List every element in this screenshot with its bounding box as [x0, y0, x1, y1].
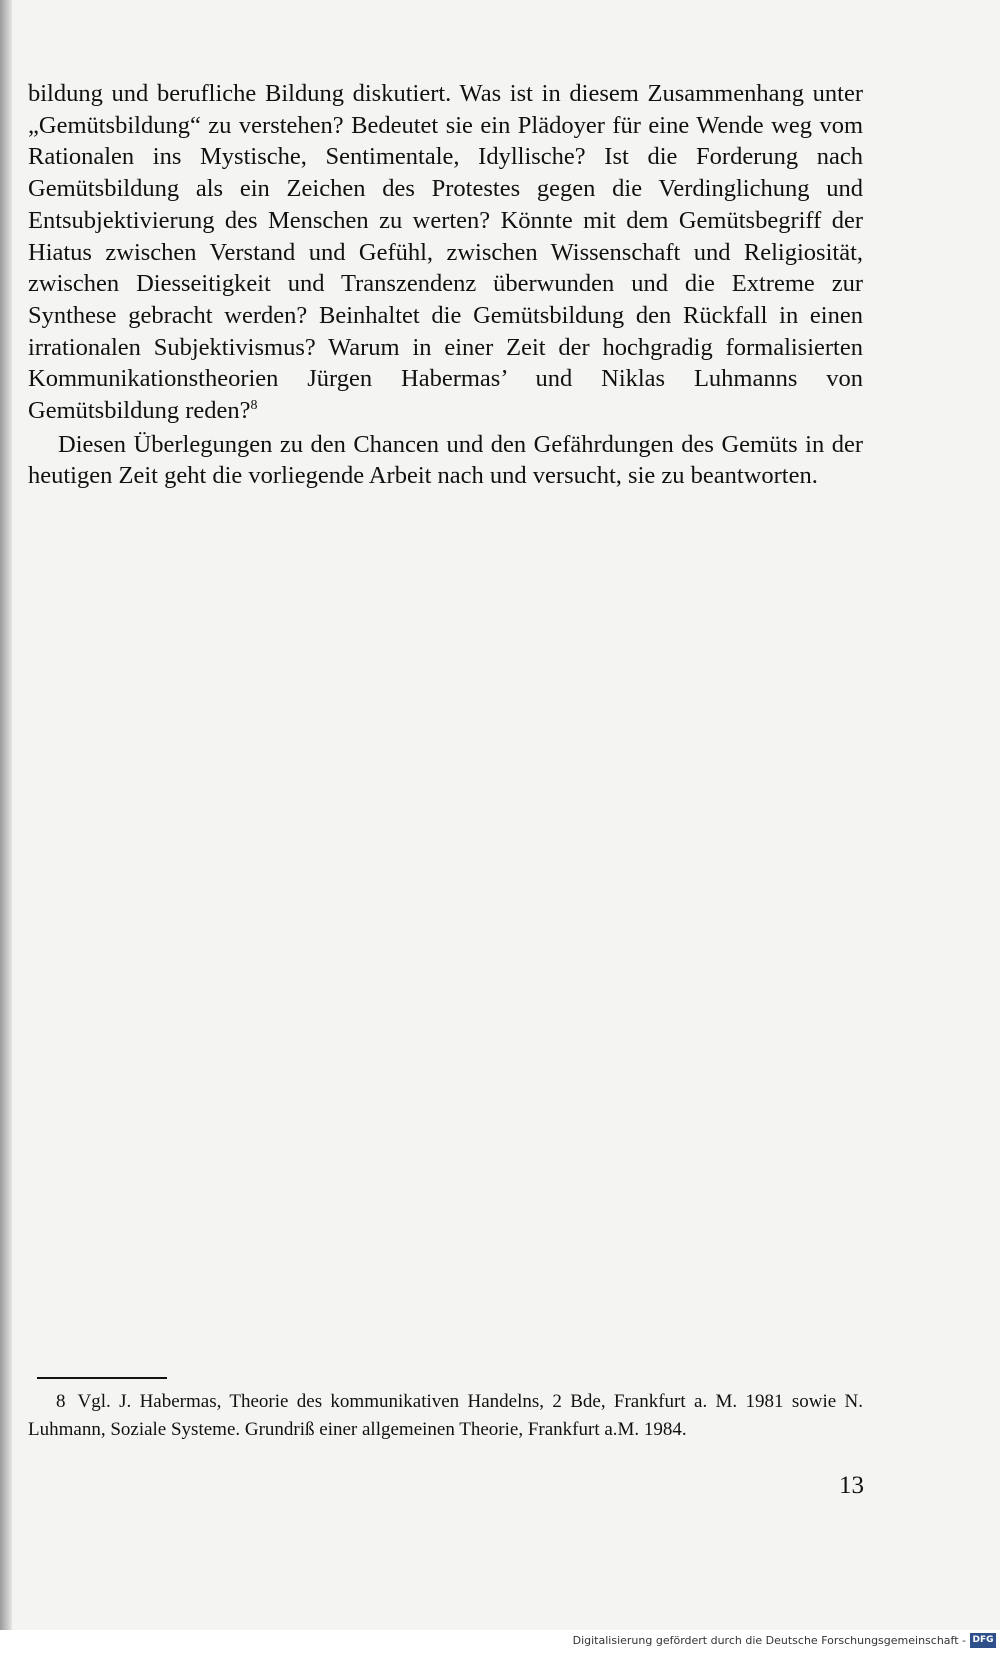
paragraph-1 — [28, 78, 863, 427]
page-binding-edge — [0, 0, 12, 1630]
main-text — [28, 78, 863, 492]
funding-footer — [0, 1630, 1000, 1653]
funding-notice-text: Digitalisierung gefördert durch die Deutsche Forschungsgemeinschaft - — [572, 1634, 966, 1647]
paragraph-2: Diesen Überlegungen zu den Chancen und den Gefährdungen des Gemüts in der heutigen Zeit geht die vorliegende Arbeit nach und versucht, sie zu beantworten. — [28, 430, 863, 490]
footnote-reference: 8 — [250, 397, 258, 413]
paragraph-1-text: bildung und berufliche Bildung diskutiert. Was ist in diesem Zusammenhang unter „Gemütsbildung“ zu verstehen? Bedeutet sie ein Plädoyer für eine Wende weg vom Rationalen ins Mystische, Sentimentale, Idyllische? Ist die Forderung nach Gemütsbildung als ein Zeichen des Protestes gegen die Verdinglichung und Entsubjektivierung des Menschen zu werten? Könnte mit dem Gemütsbegriff der Hiatus zwischen Verstand und Gefühl, zwischen Wissenschaft und Religiosität, zwischen Diesseitigkeit und Transzendenz überwunden und die Extreme zur Synthese gebracht werden? Beinhaltet die Gemütsbildung den Rückfall in einen irrationalen Subjektivismus? Warum in einer Zeit der hochgradig formalisierten Kommunikationstheorien Jürgen Habermas’ und Niklas Luhmanns von Gemütsbildung reden? — [28, 80, 863, 425]
dfg-logo: DFG — [970, 1633, 996, 1648]
page-number: 13 — [839, 1472, 864, 1499]
footnote — [28, 1388, 863, 1444]
footnote-number: 8 — [56, 1391, 66, 1412]
footnote-separator — [37, 1377, 167, 1379]
footnote-text: Vgl. J. Habermas, Theorie des kommunikativen Handelns, 2 Bde, Frankfurt a. M. 1981 sowie N. Luhmann, Soziale Systeme. Grundriß einer allgemeinen Theorie, Frankfurt a.M. 1984. — [28, 1391, 863, 1440]
